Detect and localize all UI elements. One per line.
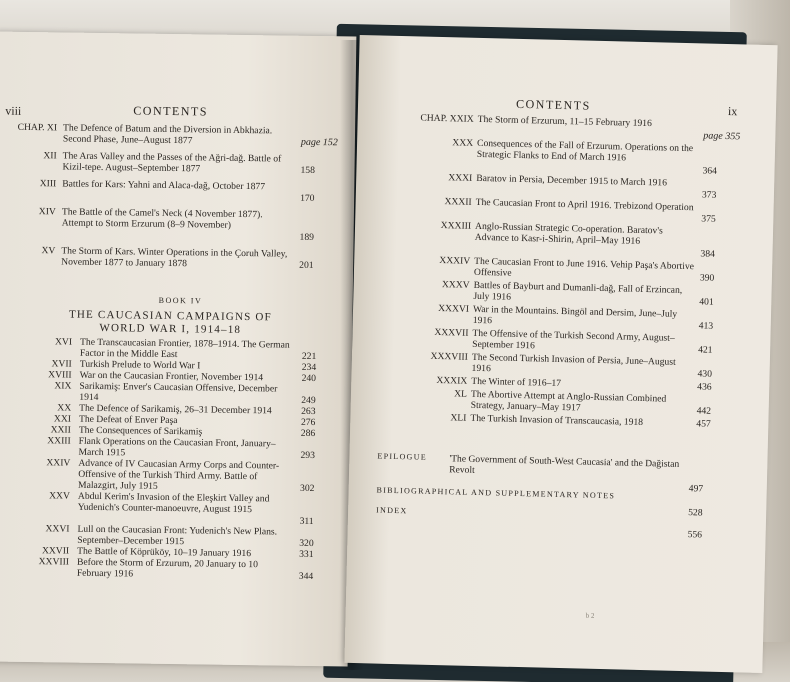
chapter-number: XXV bbox=[49, 490, 71, 502]
right-folio: ix bbox=[727, 104, 738, 119]
chapter-number: XIV bbox=[38, 206, 56, 218]
chapter-number: XVIII bbox=[48, 369, 72, 381]
page-number: 286 bbox=[300, 427, 316, 440]
chapter-number: XX bbox=[57, 402, 72, 414]
chapter-title: The Second Turkish Invasion of Persia, June–August 1916 bbox=[471, 351, 676, 375]
page-number: 331 bbox=[299, 548, 314, 561]
chapter-title: The Caucasian Front to June 1916. Vehip Paşa's Abortive Offensive bbox=[473, 255, 695, 279]
chapter-title: War in the Mountains. Bingöl and Dersim, June–July 1916 bbox=[472, 303, 678, 327]
page-number: 221 bbox=[301, 350, 317, 363]
chapter-number: XXXVIII bbox=[430, 350, 469, 363]
page-number: page 152 bbox=[300, 136, 338, 149]
chapter-number: XXXVI bbox=[438, 302, 470, 315]
chapter-title: War on the Caucasian Frontier, November 1914 bbox=[79, 369, 264, 384]
chapter-number: XXII bbox=[50, 424, 71, 436]
page-number: 276 bbox=[300, 416, 316, 429]
chapter-number: XII bbox=[43, 150, 57, 162]
left-folio: viii bbox=[5, 103, 22, 118]
page-number: 430 bbox=[697, 368, 713, 380]
chapter-title: Battles for Kars: Yahni and Alaca-dağ, October 1877 bbox=[62, 178, 266, 193]
epilogue-label: EPILOGUE bbox=[377, 451, 428, 462]
page-number: 234 bbox=[301, 361, 317, 374]
chapter-title: Anglo-Russian Strategic Co-operation. Baratov's Advance to Kasr-i-Shirin, April–May 1916 bbox=[474, 220, 663, 247]
chapter-title: Lull on the Caucasian Front: Yudenich's New Plans. September–December 1915 bbox=[77, 523, 278, 548]
chapter-title: Consequences of the Fall of Erzurum. Operations on the Strategic Flanks to End of March 1916 bbox=[476, 137, 694, 164]
chapter-title: The Defence of Batum and the Diversion in Abkhazia. Second Phase, June–August 1877 bbox=[62, 122, 273, 147]
chapter-number: XXIV bbox=[46, 457, 71, 469]
chapter-title: The Defeat of Enver Paşa bbox=[78, 413, 178, 427]
page-number: 293 bbox=[300, 449, 315, 462]
page-number: 311 bbox=[299, 515, 314, 528]
chapter-title: The Battle of the Camel's Neck (4 November 1877). Attempt to Storm Erzurum (8–9 November) bbox=[61, 206, 263, 231]
section-title: THE CAUCASIAN CAMPAIGNS OF WORLD WAR I, 1914–18 bbox=[68, 308, 272, 336]
chapter-number: XXVIII bbox=[38, 556, 70, 568]
page-number: 373 bbox=[701, 189, 717, 201]
book-label: BOOK IV bbox=[158, 295, 203, 306]
chapter-number: CHAP. XXIX bbox=[420, 112, 474, 125]
chapter-title: The Storm of Erzurum, 11–15 February 1916 bbox=[477, 113, 652, 130]
page-number: 401 bbox=[699, 296, 714, 308]
page-number: 170 bbox=[300, 192, 315, 204]
chapter-number: CHAP. XI bbox=[17, 121, 58, 134]
chapter-number: XXXI bbox=[448, 172, 473, 184]
page-number: page 355 bbox=[703, 130, 741, 143]
chapter-title: The Storm of Kars. Winter Operations in the Çoruh Valley, November 1877 to January 1878 bbox=[61, 245, 288, 270]
signature-mark: b 2 bbox=[585, 611, 595, 620]
chapter-number: XL bbox=[454, 388, 468, 400]
notes-label: BIBLIOGRAPHICAL AND SUPPLEMENTARY NOTES bbox=[376, 485, 616, 501]
chapter-title: The Winter of 1916–17 bbox=[471, 375, 562, 390]
page-number: 442 bbox=[696, 405, 712, 417]
right-page bbox=[344, 35, 777, 673]
page-number: 320 bbox=[299, 537, 314, 550]
chapter-title: The Offensive of the Turkish Second Army, August–September 1916 bbox=[472, 327, 675, 352]
chapter-title: Sarikamiş: Enver's Caucasian Offensive, December 1914 bbox=[79, 380, 278, 403]
chapter-number: XXVII bbox=[41, 545, 70, 557]
chapter-number: XLI bbox=[450, 412, 467, 424]
page-number: 158 bbox=[300, 164, 315, 176]
page-number: 240 bbox=[301, 372, 317, 385]
page-number: 302 bbox=[299, 482, 315, 495]
index-page: 556 bbox=[687, 529, 703, 541]
chapter-number: XXX bbox=[452, 137, 474, 149]
chapter-number: XIII bbox=[39, 178, 57, 190]
page-number: 364 bbox=[702, 165, 718, 177]
notes-page: 528 bbox=[688, 507, 703, 519]
chapter-title: The Abortive Attempt at Anglo-Russian Combined Strategy, January–May 1917 bbox=[470, 388, 667, 414]
page-number: 249 bbox=[301, 394, 316, 407]
chapter-number: XXIII bbox=[47, 435, 71, 447]
chapter-title: The Turkish Invasion of Transcaucasia, 1918 bbox=[470, 412, 644, 429]
left-heading: CONTENTS bbox=[133, 103, 209, 119]
chapter-number: XV bbox=[41, 245, 56, 257]
chapter-title: The Aras Valley and the Passes of the Ağri-dağ. Battle of Kizil-tepe. August–September 1877 bbox=[62, 150, 282, 175]
page-number: 413 bbox=[698, 320, 714, 332]
chapter-number: XXXII bbox=[444, 196, 472, 208]
chapter-number: XVII bbox=[51, 358, 72, 370]
right-heading: CONTENTS bbox=[515, 96, 591, 113]
chapter-title: Before the Storm of Erzurum, 20 January to 10 February 1916 bbox=[76, 556, 258, 580]
chapter-title: Abdul Kerim's Invasion of the Eleşkirt Valley and Yudenich's Counter-manoeuvre, August 1915 bbox=[77, 490, 270, 516]
chapter-number: XXXVII bbox=[434, 326, 469, 339]
page-number: 189 bbox=[299, 231, 315, 243]
chapter-title: Flank Operations on the Caucasian Front, January–March 1915 bbox=[78, 435, 276, 459]
page-number: 436 bbox=[697, 381, 712, 393]
page-number: 421 bbox=[698, 344, 713, 356]
chapter-title: The Defence of Sarikamiş, 26–31 December 1914 bbox=[79, 402, 272, 417]
left-page bbox=[0, 32, 356, 667]
chapter-title: Baratov in Persia, December 1915 to March 1916 bbox=[476, 172, 668, 189]
chapter-number: XXXIX bbox=[436, 374, 468, 387]
page-number: 457 bbox=[696, 418, 711, 430]
chapter-number: XVI bbox=[54, 336, 73, 348]
page-number: 201 bbox=[299, 259, 314, 271]
chapter-number: XXXV bbox=[441, 279, 470, 291]
chapter-title: Turkish Prelude to World War I bbox=[79, 358, 201, 372]
page-number: 384 bbox=[700, 248, 716, 260]
page-number: 375 bbox=[701, 213, 716, 225]
chapter-number: XXXIV bbox=[439, 255, 471, 267]
chapter-number: XXXIII bbox=[440, 220, 472, 232]
page-number: 390 bbox=[699, 272, 715, 284]
chapter-number: XXVI bbox=[45, 523, 70, 535]
chapter-title: The Consequences of Sarikamiş bbox=[78, 424, 203, 438]
page-number: 263 bbox=[301, 405, 316, 418]
chapter-number: XIX bbox=[54, 380, 72, 392]
chapter-title: Battles of Bayburt and Dumanli-dağ, Fall of Erzincan, July 1916 bbox=[473, 279, 683, 303]
epilogue-title: 'The Government of South-West Caucasia' and the Dağistan Revolt bbox=[449, 453, 680, 476]
chapter-title: The Caucasian Front to April 1916. Trebizond Operation bbox=[475, 196, 694, 214]
index-label: INDEX bbox=[376, 505, 408, 516]
chapter-number: XXI bbox=[53, 413, 72, 425]
chapter-title: The Battle of Köprüköy, 10–19 January 1916 bbox=[77, 545, 252, 560]
epilogue-page: 497 bbox=[688, 483, 704, 495]
chapter-title: The Transcaucasian Frontier, 1878–1914. The German Factor in the Middle East bbox=[79, 336, 290, 361]
page-number: 344 bbox=[298, 570, 314, 583]
chapter-title: Advance of IV Caucasian Army Corps and Counter-Offensive of the Turkish Third Army. Battle of Malazgirt, July 1915 bbox=[78, 457, 280, 492]
